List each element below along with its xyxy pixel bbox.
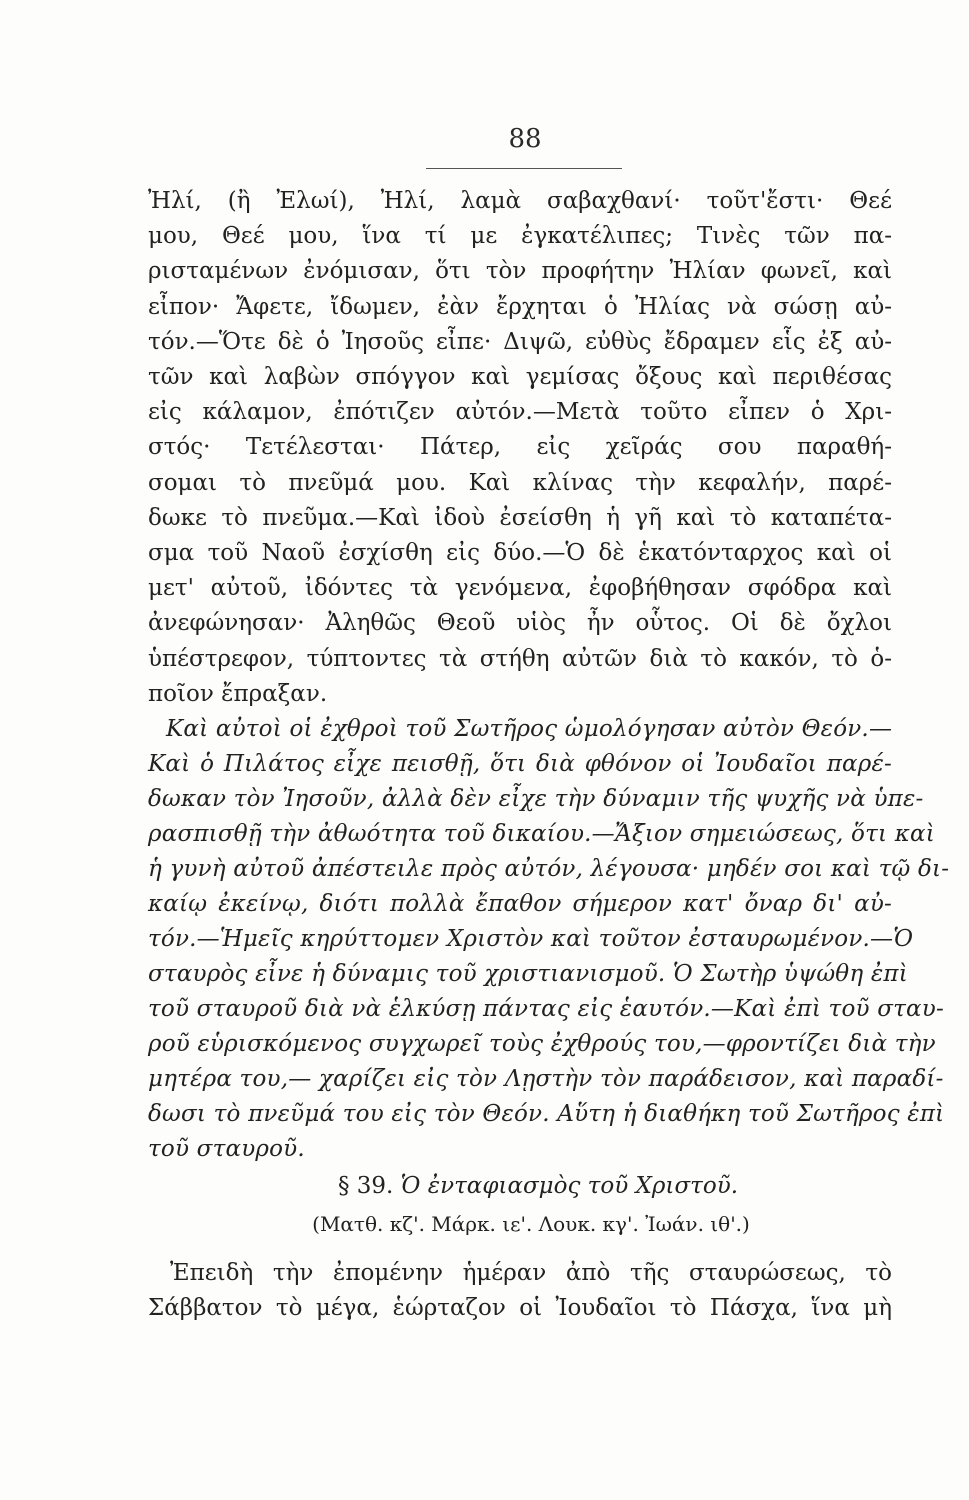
text-line: ποῖον ἔπραξαν. (148, 680, 328, 707)
text-line: ἡ γυνὴ αὐτοῦ ἀπέστειλε πρὸς αὐτόν, λέγουσα· μηδέν σοι καὶ τῷ δι- (148, 856, 950, 883)
header-rule (426, 168, 622, 169)
text-line: σομαι τὸ πνεῦμά μου. Καὶ κλίνας τὴν κεφαλήν, παρέ- (148, 469, 892, 496)
text-line: Καὶ αὐτοὶ οἱ ἐχθροὶ τοῦ Σωτῆρος ὡμολόγησαν αὐτὸν Θεόν.— (166, 716, 893, 743)
text-line: Καὶ ὁ Πιλάτος εἶχε πεισθῇ, ὅτι διὰ φθόνον οἱ Ἰουδαῖοι παρέ- (148, 751, 892, 778)
text-line: σταυρὸς εἶνε ἡ δύναμις τοῦ χριστιανισμοῦ. Ὁ Σωτὴρ ὑψώθη ἐπὶ (148, 961, 908, 988)
text-line: μου, Θεέ μου, ἵνα τί με ἐγκατέλιπες; Τινὲς τῶν πα- (148, 223, 892, 250)
section-heading (148, 1169, 892, 1204)
page-text (148, 184, 950, 1327)
page-number: 88 (508, 124, 542, 154)
text-line: Ἠλί, (ἢ Ἐλωί), Ἠλί, λαμὰ σαβαχθανί· τοῦτ'ἔστι· Θεέ (148, 188, 892, 214)
text-line: τοῦ σταυροῦ διὰ νὰ ἑλκύσῃ πάντας εἰς ἑαυτόν.—Καὶ ἐπὶ τοῦ σταυ- (148, 996, 944, 1023)
text-line: τῶν καὶ λαβὼν σπόγγον καὶ γεμίσας ὄξους καὶ περιθέσας (148, 364, 892, 391)
paragraph-2 (148, 1256, 892, 1326)
section-title: Ὁ ἐνταφιασμὸς τοῦ Χριστοῦ. (400, 1173, 739, 1200)
text-line: εἰς κάλαμον, ἐπότιζεν αὐτόν.—Μετὰ τοῦτο εἶπεν ὁ Χρι- (148, 399, 892, 426)
text-line: δωσι τὸ πνεῦμά του εἰς τὸν Θεόν. Αὕτη ἡ διαθήκη τοῦ Σωτῆρος ἐπὶ (148, 1101, 945, 1128)
text-line: ἀνεφώνησαν· Ἀληθῶς Θεοῦ υἱὸς ἦν οὗτος. Οἱ δὲ ὄχλοι (148, 610, 892, 637)
section-mark: § (337, 1173, 350, 1200)
text-line: Σάββατον τὸ μέγα, ἑώρταζον οἱ Ἰουδαῖοι τὸ Πάσχα, ἵνα μὴ (148, 1295, 892, 1322)
text-line: δωκε τὸ πνεῦμα.—Καὶ ἰδοὺ ἐσείσθη ἡ γῆ καὶ τὸ καταπέτα- (148, 504, 892, 531)
text-line: ρασπισθῇ τὴν ἀθωότητα τοῦ δικαίου.—Ἄξιον σημειώσεως, ὅτι καὶ (148, 821, 935, 848)
text-line: σμα τοῦ Ναοῦ ἐσχίσθη εἰς δύο.—Ὁ δὲ ἑκατόνταρχος καὶ οἱ (148, 540, 892, 567)
text-line: μητέρα του,— χαρίζει εἰς τὸν Λῃστὴν τὸν παράδεισον, καὶ παραδί- (148, 1066, 944, 1093)
text-line: Ἐπειδὴ τὴν ἐπομένην ἡμέραν ἀπὸ τῆς σταυρώσεως, τὸ (170, 1260, 892, 1287)
text-line: ὑπέστρεφον, τύπτοντες τὰ στήθη αὐτῶν διὰ τὸ κακόν, τὸ ὁ- (148, 645, 892, 672)
text-line: τοῦ σταυροῦ. (148, 1136, 305, 1163)
text-line: τόν.—Ἡμεῖς κηρύττομεν Χριστὸν καὶ τοῦτον ἐσταυρωμένον.—Ὁ (148, 926, 914, 953)
text-line: τόν.—Ὅτε δὲ ὁ Ἰησοῦς εἶπε· Διψῶ, εὐθὺς ἔδραμεν εἷς ἐξ αὐ- (148, 328, 892, 355)
text-line: δωκαν τὸν Ἰησοῦν, ἀλλὰ δὲν εἶχε τὴν δύναμιν τῆς ψυχῆς νὰ ὑπε- (148, 786, 924, 813)
gospel-references: (Ματθ. κζ'. Μάρκ. ιε'. Λουκ. κγ'. Ἰωάν. ιθ'.) (312, 1212, 750, 1237)
paragraph-1 (148, 184, 892, 712)
text-line: ροῦ εὑρισκόμενος συγχωρεῖ τοὺς ἐχθρούς του,—φροντίζει διὰ τὴν (148, 1031, 936, 1058)
text-line: εἶπον· Ἄφετε, ἴδωμεν, ἐὰν ἔρχηται ὁ Ἠλίας νὰ σώσῃ αὐ- (148, 293, 892, 320)
text-line: μετ' αὐτοῦ, ἰδόντες τὰ γενόμενα, ἐφοβήθησαν σφόδρα καὶ (148, 575, 892, 602)
text-line: καίῳ ἐκείνῳ, διότι πολλὰ ἔπαθον σήμερον κατ' ὄναρ δι' αὐ- (148, 891, 892, 918)
text-line: ρισταμένων ἐνόμισαν, ὅτι τὸν προφήτην Ἠλίαν φωνεῖ, καὶ (148, 258, 892, 285)
text-line: στός· Τετέλεσται· Πάτερ, εἰς χεῖράς σου παραθή- (148, 434, 892, 461)
commentary-paragraph (148, 712, 950, 1167)
section-number: 39. (356, 1173, 394, 1200)
